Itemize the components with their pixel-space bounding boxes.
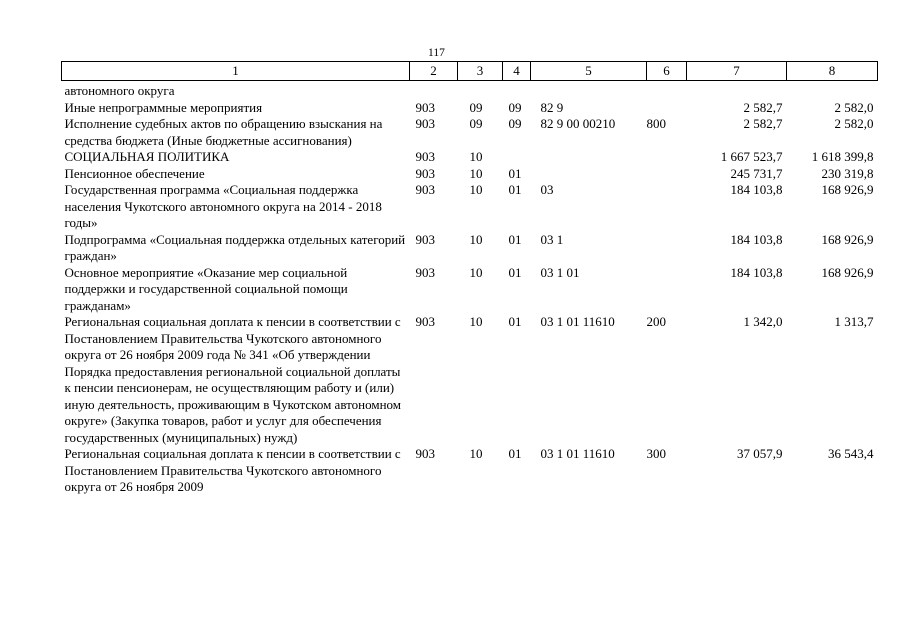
table-row	[62, 182, 878, 232]
header-row	[62, 62, 878, 81]
row-section-code: 10	[469, 165, 483, 181]
table-row	[62, 232, 878, 265]
row-grbs-code: 903	[415, 446, 435, 461]
row-amount-executed: 168 926,9	[821, 264, 874, 280]
row-amount-executed: 168 926,9	[821, 231, 874, 247]
row-name: СОЦИАЛЬНАЯ ПОЛИТИКА	[64, 149, 230, 164]
row-section-code: 10	[469, 231, 483, 247]
table-row	[62, 149, 878, 166]
row-name: автономного округа	[64, 83, 175, 98]
row-grbs-code: 903	[415, 231, 435, 247]
row-name: Государственная программа «Социальная поддержка населения Чукотского автономного округа на 2014 - 2018 годы»	[64, 182, 382, 230]
table-row	[62, 265, 878, 315]
row-grbs-code	[410, 81, 458, 100]
row-amount-executed: 1 313,7	[834, 314, 874, 329]
row-section-code: 10	[469, 446, 483, 461]
row-name: Исполнение судебных актов по обращению взыскания на средства бюджета (Иные бюджетные ассигнования)	[64, 116, 383, 148]
row-subsection-code: 01	[508, 182, 522, 197]
table-row	[62, 81, 878, 100]
row-amount-planned: 245 731,7	[730, 165, 783, 181]
row-target-article: 82 9 00 00210	[540, 116, 616, 131]
row-expense-type	[647, 232, 687, 265]
row-grbs-code: 903	[415, 149, 435, 164]
row-name: Региональная социальная доплата к пенсии в соответствии с Постановлением Правительства Чукотского автономного округа от 26 ноября 2009	[64, 446, 401, 494]
row-amount-planned: 2 582,7	[743, 99, 783, 115]
row-expense-type	[647, 149, 687, 166]
row-section-code: 10	[469, 264, 483, 280]
row-subsection-code	[503, 149, 531, 166]
row-expense-type: 800	[646, 116, 666, 131]
row-expense-type	[647, 100, 687, 117]
row-name: Основное мероприятие «Оказание мер социальной поддержки и государственной социальной помощи гражданам»	[64, 264, 348, 313]
row-subsection-code: 01	[508, 165, 522, 181]
row-grbs-code: 903	[415, 264, 435, 280]
row-subsection-code: 01	[508, 231, 522, 247]
row-amount-executed: 1 618 399,8	[811, 149, 874, 164]
row-grbs-code: 903	[415, 165, 435, 181]
row-target-article	[531, 81, 647, 100]
table-row	[62, 100, 878, 117]
row-section-code: 10	[469, 182, 483, 197]
row-subsection-code: 09	[508, 116, 522, 131]
row-subsection-code: 01	[508, 446, 522, 461]
row-amount-executed: 2 582,0	[834, 116, 874, 131]
row-amount-planned: 2 582,7	[743, 116, 783, 131]
header-col-2: 2	[410, 62, 458, 81]
row-amount-executed: 2 582,0	[834, 99, 874, 115]
row-amount-planned: 184 103,8	[730, 182, 783, 197]
row-subsection-code: 09	[508, 99, 522, 115]
row-subsection-code: 01	[508, 314, 522, 329]
row-expense-type: 300	[646, 446, 666, 461]
header-col-7: 7	[687, 62, 787, 81]
row-target-article: 03 1	[540, 231, 564, 247]
row-expense-type	[647, 81, 687, 100]
row-expense-type	[647, 265, 687, 315]
row-grbs-code: 903	[415, 182, 435, 197]
row-amount-planned	[687, 81, 787, 100]
table-row	[62, 116, 878, 149]
budget-table	[61, 61, 878, 496]
header-col-5: 5	[531, 62, 647, 81]
row-target-article	[531, 166, 647, 183]
row-amount-executed: 36 543,4	[828, 446, 874, 461]
header-col-8: 8	[787, 62, 878, 81]
row-section-code: 10	[469, 149, 483, 164]
header-col-3: 3	[458, 62, 503, 81]
row-expense-type	[647, 182, 687, 232]
table-row	[62, 314, 878, 446]
row-target-article: 03	[540, 182, 554, 197]
row-amount-planned: 37 057,9	[737, 446, 783, 461]
row-target-article	[531, 149, 647, 166]
row-amount-executed: 230 319,8	[821, 165, 874, 181]
row-amount-planned: 1 342,0	[743, 314, 783, 329]
row-subsection-code	[503, 81, 531, 100]
row-section-code: 09	[469, 99, 483, 115]
row-target-article: 03 1 01	[540, 264, 580, 280]
row-amount-planned: 184 103,8	[730, 231, 783, 247]
table-row	[62, 446, 878, 496]
table-row	[62, 166, 878, 183]
row-expense-type	[647, 166, 687, 183]
row-amount-planned: 1 667 523,7	[720, 149, 783, 164]
row-target-article: 03 1 01 11610	[540, 314, 615, 329]
row-grbs-code: 903	[415, 99, 435, 115]
row-name: Иные непрограммные мероприятия	[64, 99, 263, 115]
header-col-4: 4	[503, 62, 531, 81]
row-name: Подпрограмма «Социальная поддержка отдельных категорий граждан»	[64, 231, 406, 263]
row-grbs-code: 903	[415, 116, 435, 131]
row-name: Пенсионное обеспечение	[64, 165, 205, 181]
row-target-article: 03 1 01 11610	[540, 446, 615, 461]
row-amount-executed	[787, 81, 878, 100]
header-col-6: 6	[647, 62, 687, 81]
row-name: Региональная социальная доплата к пенсии в соответствии с Постановлением Правительства Чукотского автономного округа от 26 ноября 2009 года № 341 «Об утверждении Порядка предоставления региональной социальной доплаты к пенсии пенсионерам, не осуществляющим работу и (или) иную деятельность, проживающим в Чукотском автономном округе» (Закупка товаров, работ и услуг для обеспечения государственных (муниципальных) нужд)	[64, 314, 402, 445]
header-col-1: 1	[62, 62, 410, 81]
row-target-article: 82 9	[540, 99, 564, 115]
table-body	[62, 81, 878, 496]
row-amount-executed: 168 926,9	[821, 182, 874, 197]
row-expense-type: 200	[646, 314, 666, 329]
table-header	[62, 62, 878, 81]
row-section-code: 09	[469, 116, 483, 131]
row-section-code	[458, 81, 503, 100]
page-number: 117	[428, 47, 445, 59]
row-section-code: 10	[469, 314, 483, 329]
row-grbs-code: 903	[415, 314, 435, 329]
row-subsection-code: 01	[508, 264, 522, 280]
row-amount-planned: 184 103,8	[730, 264, 783, 280]
